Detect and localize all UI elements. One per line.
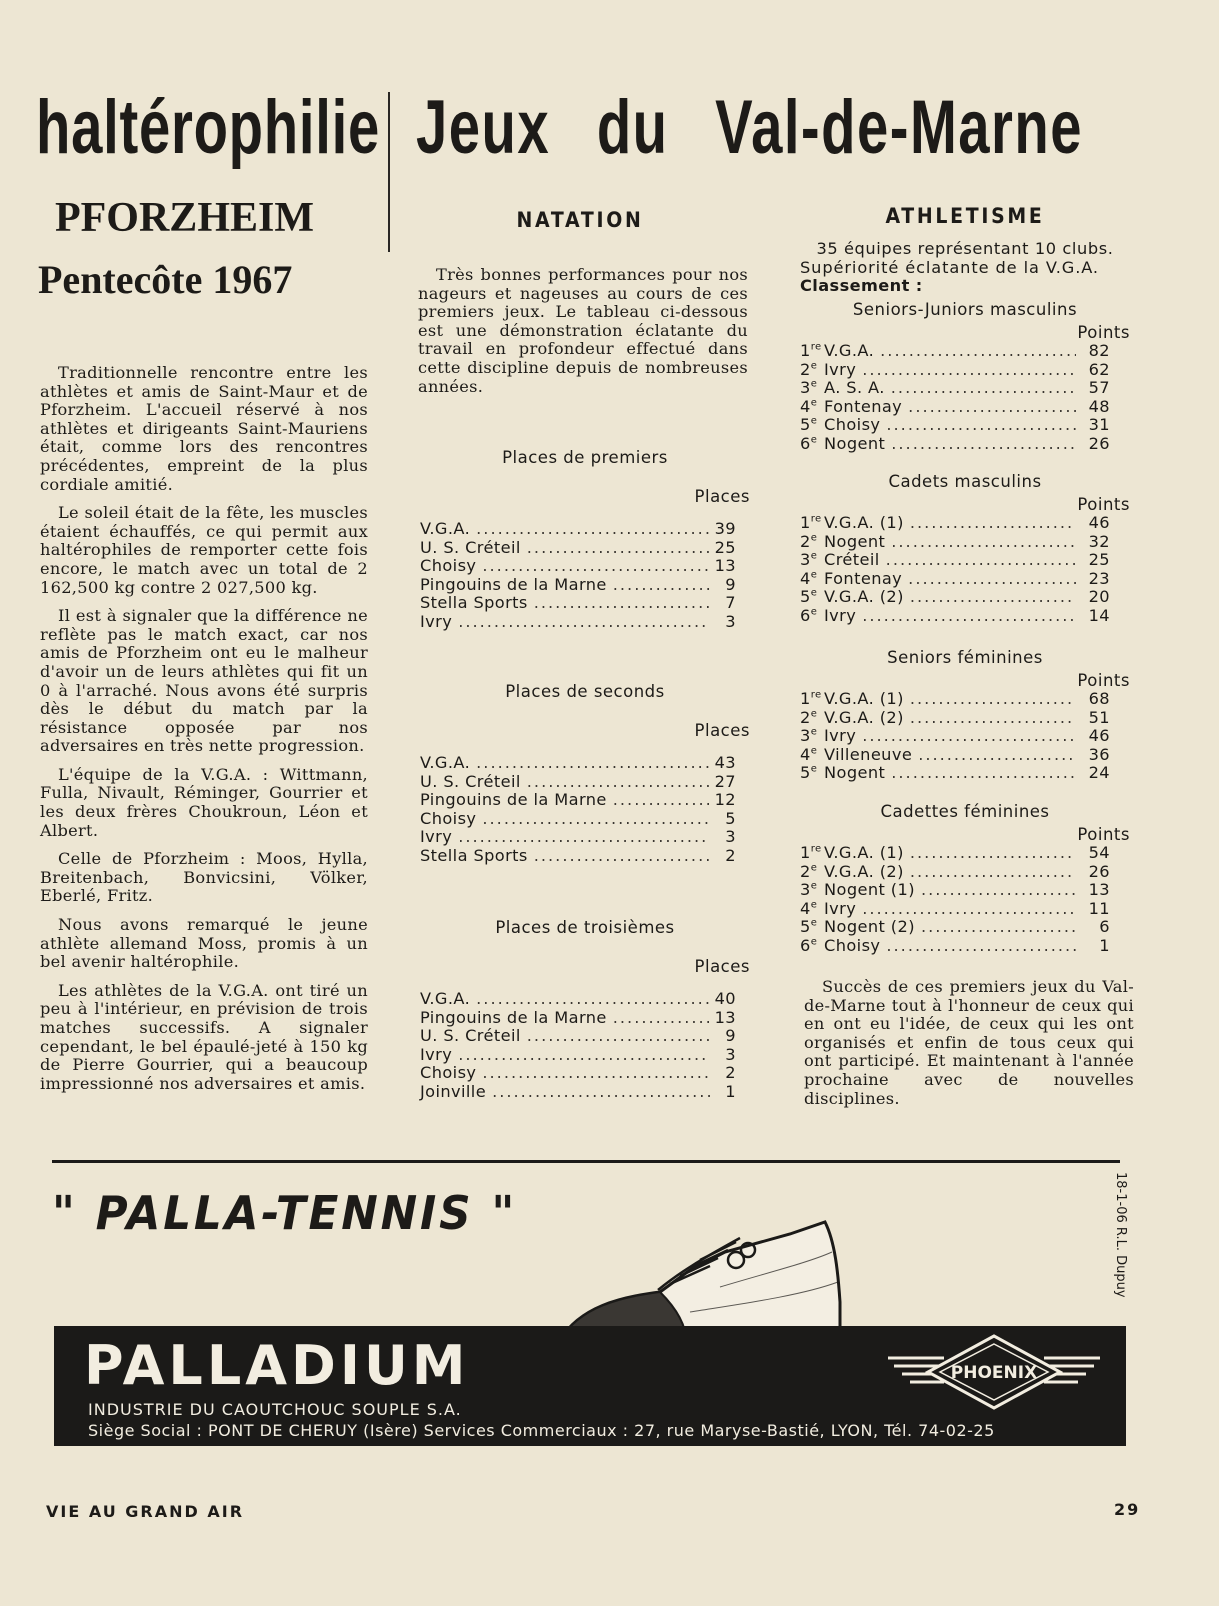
- row-rank-number: 2: [800, 707, 811, 727]
- row-team: Ivry: [824, 359, 857, 379]
- natation-table-column-header: Places: [694, 721, 750, 740]
- leader-dots: [910, 588, 1076, 607]
- table-row: [800, 690, 1130, 709]
- row-value: 46: [1088, 513, 1110, 532]
- row-team: Nogent (2): [824, 917, 915, 937]
- leader-dots: [910, 690, 1076, 709]
- ad-company-line: INDUSTRIE DU CAOUTCHOUC SOUPLE S.A.: [88, 1400, 462, 1419]
- row-rank: [800, 937, 824, 956]
- row-value: 13: [714, 556, 736, 576]
- leader-dots: [534, 847, 710, 866]
- row-value: 24: [1088, 763, 1110, 783]
- row-rank-suffix: e: [810, 917, 818, 929]
- row-team: Choisy: [420, 1063, 477, 1083]
- leader-dots: [918, 746, 1076, 765]
- row-team: Choisy: [420, 556, 477, 576]
- row-team: Nogent: [824, 531, 886, 551]
- row-rank-suffix: e: [810, 415, 818, 427]
- row-value: 26: [1088, 433, 1110, 453]
- row-team: U. S. Créteil: [420, 537, 521, 557]
- row-rank: [800, 533, 824, 552]
- ad-credit: 18-1-06 R.L. Dupuy: [1113, 1172, 1128, 1298]
- row-value: 36: [1088, 744, 1110, 764]
- leader-dots: [908, 398, 1076, 417]
- table-row: [420, 1009, 750, 1028]
- row-value: 3: [725, 827, 736, 847]
- row-team: Pingouins de la Marne: [420, 1007, 607, 1027]
- row-rank-number: 1: [800, 843, 811, 862]
- leader-dots: [921, 918, 1076, 937]
- table-row: [420, 754, 750, 773]
- row-value: 2: [725, 845, 736, 865]
- row-team: Créteil: [824, 550, 880, 570]
- row-team: Ivry: [420, 827, 453, 847]
- palladium-brand: PALLADIUM: [84, 1334, 470, 1397]
- leader-dots: [891, 435, 1076, 454]
- athletisme-table-title: Cadettes féminines: [880, 802, 1050, 821]
- row-value: 82: [1088, 341, 1110, 360]
- row-value: 13: [714, 1007, 736, 1027]
- natation-table: [420, 448, 750, 632]
- row-rank: [800, 342, 824, 361]
- row-rank-number: 1: [800, 689, 811, 708]
- row-value: 3: [725, 611, 736, 631]
- leader-dots: [880, 342, 1076, 361]
- row-team: Ivry: [420, 611, 453, 631]
- row-rank-suffix: re: [810, 843, 822, 855]
- row-rank: [800, 900, 824, 919]
- table-row: [800, 937, 1130, 956]
- article-paragraph: Nous avons remarqué le jeune athlète allemand Moss, promis à un bel avenir haltérophile.: [40, 915, 368, 972]
- row-team: Nogent: [824, 433, 886, 453]
- palladium-banner: [54, 1326, 1126, 1446]
- row-team: Choisy: [824, 935, 881, 955]
- row-value: 1: [1099, 935, 1110, 955]
- row-team: Stella Sports: [420, 845, 528, 865]
- row-rank-number: 2: [800, 861, 811, 881]
- row-rank-suffix: e: [810, 708, 818, 720]
- ad-top-rule: [52, 1160, 1120, 1163]
- natation-intro-text: Très bonnes performances pour nos nageurs et nageuses au cours de ces premiers jeux. Le tableau ci-dessous est une démonstration éclatante du travail en profondeur effectué dans cette discipline depuis de nombreuses années.: [418, 265, 748, 396]
- table-row: [800, 727, 1130, 746]
- row-rank-suffix: e: [810, 726, 818, 738]
- table-row: [800, 900, 1130, 919]
- row-value: 9: [725, 574, 736, 594]
- row-value: 2: [725, 1063, 736, 1083]
- row-team: A. S. A.: [824, 378, 885, 398]
- leader-dots: [613, 576, 710, 595]
- natation-table-title: Places de troisièmes: [495, 918, 675, 937]
- row-team: Stella Sports: [420, 593, 528, 613]
- leader-dots: [527, 773, 709, 792]
- table-row: [800, 764, 1130, 783]
- row-team: Choisy: [420, 808, 477, 828]
- athletisme-intro: [800, 240, 1130, 296]
- leader-dots: [891, 533, 1076, 552]
- row-rank-suffix: e: [810, 862, 818, 874]
- row-rank-suffix: e: [810, 434, 818, 446]
- row-value: 46: [1088, 726, 1110, 746]
- row-rank-number: 5: [800, 763, 811, 783]
- athletisme-table-column-header: Points: [1077, 825, 1130, 844]
- row-team: U. S. Créteil: [420, 1026, 521, 1046]
- leader-dots: [910, 844, 1076, 863]
- athletisme-table-column-header: Points: [1077, 323, 1130, 342]
- leader-dots: [862, 607, 1076, 626]
- row-rank: [800, 844, 824, 863]
- leader-dots: [908, 570, 1076, 589]
- athletisme-table-column-header: Points: [1077, 495, 1130, 514]
- row-rank-number: 1: [800, 513, 811, 532]
- article-paragraph: Le soleil était de la fête, les muscles étaient échauffés, ce qui permit aux haltérophiles de remporter cette fois encore, le match avec un total de 2 162,500 kg contre 2 027,500 kg.: [40, 503, 368, 597]
- row-rank: [800, 881, 824, 900]
- row-rank-suffix: e: [810, 745, 818, 757]
- table-row: [800, 398, 1130, 417]
- pforzheim-title: PFORZHEIM: [55, 195, 314, 241]
- row-team: V.G.A.: [420, 989, 471, 1008]
- leader-dots: [921, 881, 1076, 900]
- leader-dots: [910, 863, 1076, 882]
- row-value: 23: [1088, 568, 1110, 588]
- row-value: 57: [1088, 378, 1110, 398]
- row-value: 14: [1088, 605, 1110, 625]
- row-value: 40: [714, 989, 736, 1008]
- row-rank: [800, 709, 824, 728]
- row-value: 39: [714, 519, 736, 538]
- row-rank-number: 6: [800, 605, 811, 625]
- natation-table-title: Places de premiers: [502, 448, 668, 467]
- row-value: 43: [714, 753, 736, 772]
- footer-magazine: VIE AU GRAND AIR: [46, 1502, 245, 1521]
- table-row: [800, 514, 1130, 533]
- table-row: [800, 607, 1130, 626]
- row-rank: [800, 746, 824, 765]
- row-team: V.G.A.: [420, 753, 471, 772]
- leader-dots: [492, 1083, 710, 1102]
- row-rank-suffix: e: [810, 587, 818, 599]
- phoenix-logo-icon: [884, 1332, 1104, 1412]
- row-rank-number: 5: [800, 415, 811, 435]
- athletisme-table-title: Seniors-Juniors masculins: [852, 300, 1078, 319]
- section-title-halterophilie: haltérophilie: [36, 85, 380, 170]
- table-row: [800, 746, 1130, 765]
- natation-table-title: Places de seconds: [505, 682, 665, 701]
- row-value: 3: [725, 1044, 736, 1064]
- row-team: V.G.A. (1): [824, 513, 904, 532]
- table-row: [800, 416, 1130, 435]
- table-row: [420, 810, 750, 829]
- leader-dots: [476, 754, 708, 773]
- row-team: Pingouins de la Marne: [420, 790, 607, 810]
- leader-dots: [476, 520, 708, 539]
- table-row: [420, 791, 750, 810]
- article-paragraph: Celle de Pforzheim : Moos, Hylla, Breitenbach, Bonvicsini, Völker, Eberlé, Fritz.: [40, 849, 368, 906]
- row-value: 48: [1088, 396, 1110, 416]
- row-rank-number: 4: [800, 568, 811, 588]
- row-rank: [800, 361, 824, 380]
- row-rank-suffix: e: [810, 936, 818, 948]
- row-rank-suffix: e: [810, 880, 818, 892]
- row-rank-number: 4: [800, 898, 811, 918]
- table-row: [420, 1027, 750, 1046]
- row-rank-number: 6: [800, 935, 811, 955]
- row-team: V.G.A. (2): [824, 587, 904, 607]
- row-value: 31: [1088, 415, 1110, 435]
- table-row: [800, 863, 1130, 882]
- leader-dots: [886, 551, 1076, 570]
- natation-table: [420, 918, 750, 1102]
- row-team: Fontenay: [824, 396, 903, 416]
- leader-dots: [527, 1027, 710, 1046]
- row-rank: [800, 588, 824, 607]
- column-divider: [388, 92, 390, 252]
- row-value: 13: [1088, 880, 1110, 900]
- row-rank: [800, 379, 824, 398]
- natation-table-column-header: Places: [694, 957, 750, 976]
- table-row: [800, 588, 1130, 607]
- row-team: Choisy: [824, 415, 881, 435]
- table-row: [800, 709, 1130, 728]
- row-rank-suffix: re: [810, 341, 822, 353]
- row-team: U. S. Créteil: [420, 771, 521, 791]
- row-value: 20: [1088, 587, 1110, 607]
- row-team: V.G.A.: [824, 341, 875, 360]
- row-rank-suffix: re: [810, 689, 822, 701]
- row-team: Ivry: [824, 726, 857, 746]
- table-row: [420, 594, 750, 613]
- row-team: Nogent: [824, 763, 886, 783]
- table-row: [800, 551, 1130, 570]
- row-rank-suffix: e: [810, 360, 818, 372]
- row-rank-suffix: e: [810, 378, 818, 390]
- ad-slogan: " PALLA-TENNIS ": [52, 1186, 518, 1240]
- article-paragraph: L'équipe de la V.G.A. : Wittmann, Fulla, Nivault, Réminger, Gourrier et les deux frères Choukroun, Léon et Albert.: [40, 764, 368, 840]
- row-value: 25: [1088, 550, 1110, 570]
- leader-dots: [534, 594, 710, 613]
- row-rank-suffix: e: [810, 899, 818, 911]
- pforzheim-subtitle: Pentecôte 1967: [38, 257, 293, 302]
- leader-dots: [613, 1009, 709, 1028]
- row-team: Pingouins de la Marne: [420, 574, 607, 594]
- row-value: 9: [725, 1026, 736, 1046]
- row-value: 25: [714, 537, 736, 557]
- article-paragraph: Il est à signaler que la différence ne reflète pas le match exact, car nos amis de Pforzheim ont eu le malheur d'avoir un de leurs athlètes qui fit un 0 à l'arraché. Nous avons été surpris dès le début du match par la résistance opposée par nos adversaires en très nette progression.: [40, 606, 368, 756]
- athletisme-table: [800, 648, 1130, 783]
- athletisme-table: [800, 472, 1130, 626]
- leader-dots: [862, 727, 1076, 746]
- leader-dots: [891, 764, 1076, 783]
- table-row: [420, 1046, 750, 1065]
- row-value: 51: [1088, 707, 1110, 727]
- row-rank: [800, 764, 824, 783]
- table-row: [800, 379, 1130, 398]
- leader-dots: [482, 810, 710, 829]
- halterophilie-article: [40, 364, 368, 1103]
- table-row: [800, 918, 1130, 937]
- article-paragraph: Traditionnelle rencontre entre les athlètes et amis de Saint-Maur et de Pforzheim. L'accueil réservé à nos athlètes et dirigeants Saint-Mauriens était, comme lors des rencontres précédentes, empreint de la plus cordiale amitié.: [40, 363, 368, 494]
- row-value: 54: [1088, 843, 1110, 862]
- row-rank-suffix: e: [810, 606, 818, 618]
- row-team: Nogent (1): [824, 880, 915, 900]
- table-row: [420, 557, 750, 576]
- athletisme-table-column-header: Points: [1077, 671, 1130, 690]
- table-row: [420, 520, 750, 539]
- leader-dots: [910, 709, 1076, 728]
- athletisme-table: [800, 802, 1130, 956]
- row-team: Fontenay: [824, 568, 903, 588]
- leader-dots: [527, 539, 709, 558]
- row-value: 26: [1088, 861, 1110, 881]
- row-team: V.G.A.: [420, 519, 471, 538]
- row-rank-number: 3: [800, 726, 811, 746]
- leader-dots: [458, 828, 710, 847]
- row-rank-suffix: e: [810, 550, 818, 562]
- table-row: [800, 570, 1130, 589]
- row-value: 11: [1088, 898, 1110, 918]
- row-rank-number: 5: [800, 587, 811, 607]
- leader-dots: [886, 937, 1076, 956]
- table-row: [420, 1083, 750, 1102]
- row-rank-suffix: e: [810, 397, 818, 409]
- phoenix-label: PHOENIX: [950, 1363, 1038, 1383]
- row-value: 32: [1088, 531, 1110, 551]
- row-value: 5: [725, 808, 736, 828]
- leader-dots: [482, 1064, 710, 1083]
- row-rank-number: 5: [800, 917, 811, 937]
- row-rank: [800, 514, 824, 533]
- natation-heading: NATATION: [516, 208, 644, 232]
- row-team: V.G.A. (2): [824, 861, 904, 881]
- article-paragraph: Les athlètes de la V.G.A. ont tiré un peu à l'intérieur, en prévision de trois matches successifs. A signaler cependant, le bel épaulé-jeté à 150 kg de Pierre Gourrier, qui a beaucoup impressionné nos adversaires et amis.: [40, 980, 368, 1093]
- table-row: [420, 847, 750, 866]
- row-rank-number: 1: [800, 341, 811, 360]
- row-team: Villeneuve: [824, 744, 913, 764]
- row-value: 68: [1088, 689, 1110, 708]
- athletisme-table-title: Seniors féminines: [887, 648, 1043, 667]
- classement-label: Classement :: [800, 276, 923, 296]
- row-rank-suffix: e: [810, 532, 818, 544]
- table-row: [420, 613, 750, 632]
- footer-page-number: 29: [1114, 1500, 1141, 1519]
- table-row: [420, 773, 750, 792]
- row-rank-suffix: re: [810, 513, 822, 525]
- row-rank-suffix: e: [810, 763, 818, 775]
- athletisme-intro-line1: 35 équipes représentant 10 clubs.: [816, 239, 1114, 258]
- natation-intro: [418, 266, 748, 406]
- leader-dots: [862, 900, 1076, 919]
- row-rank: [800, 690, 824, 709]
- row-value: 7: [725, 593, 736, 613]
- athletisme-conclusion: [804, 978, 1134, 1118]
- row-rank: [800, 607, 824, 626]
- row-rank: [800, 570, 824, 589]
- main-title: Jeux du Val-de-Marne: [416, 85, 1083, 170]
- row-rank-number: 4: [800, 396, 811, 416]
- row-rank-suffix: e: [810, 569, 818, 581]
- row-team: V.G.A. (2): [824, 707, 904, 727]
- row-value: 62: [1088, 359, 1110, 379]
- row-value: 6: [1099, 917, 1110, 937]
- athletisme-table: [800, 300, 1130, 454]
- leader-dots: [458, 613, 710, 632]
- row-value: 1: [725, 1081, 736, 1101]
- row-rank-number: 2: [800, 359, 811, 379]
- leader-dots: [886, 416, 1076, 435]
- table-row: [420, 539, 750, 558]
- leader-dots: [476, 990, 708, 1009]
- leader-dots: [862, 361, 1076, 380]
- row-rank: [800, 435, 824, 454]
- leader-dots: [613, 791, 709, 810]
- row-rank: [800, 551, 824, 570]
- natation-table: [420, 682, 750, 866]
- row-rank-number: 3: [800, 550, 811, 570]
- natation-table-column-header: Places: [694, 487, 750, 506]
- table-row: [800, 361, 1130, 380]
- athletisme-heading: ATHLETISME: [885, 204, 1045, 228]
- table-row: [800, 881, 1130, 900]
- row-team: Ivry: [420, 1044, 453, 1064]
- row-rank-number: 3: [800, 880, 811, 900]
- row-rank-number: 4: [800, 744, 811, 764]
- row-value: 12: [714, 790, 736, 810]
- table-row: [800, 533, 1130, 552]
- row-rank: [800, 398, 824, 417]
- table-row: [800, 342, 1130, 361]
- table-row: [420, 990, 750, 1009]
- row-team: Ivry: [824, 898, 857, 918]
- leader-dots: [910, 514, 1076, 533]
- table-row: [420, 828, 750, 847]
- table-row: [420, 1064, 750, 1083]
- athletisme-conclusion-text: Succès de ces premiers jeux du Val-de-Marne tout à l'honneur de ceux qui en ont eu l'idée, de ceux qui les ont organisés et enfin de tous ceux qui ont participé. Et maintenant à l'année prochaine avec de nouvelles disciplines.: [804, 977, 1134, 1108]
- ad-address-line: Siège Social : PONT DE CHERUY (Isère) Services Commerciaux : 27, rue Maryse-Bastié, LYON, Tél. 74-02-25: [88, 1421, 995, 1440]
- row-rank: [800, 918, 824, 937]
- row-rank: [800, 863, 824, 882]
- row-team: Ivry: [824, 605, 857, 625]
- athletisme-intro-line2: Supériorité éclatante de la V.G.A.: [800, 257, 1099, 277]
- row-value: 27: [714, 771, 736, 791]
- leader-dots: [458, 1046, 710, 1065]
- row-team: V.G.A. (1): [824, 843, 904, 862]
- row-rank: [800, 416, 824, 435]
- table-row: [800, 844, 1130, 863]
- row-team: V.G.A. (1): [824, 689, 904, 708]
- row-team: Joinville: [420, 1081, 487, 1101]
- leader-dots: [891, 379, 1076, 398]
- table-row: [800, 435, 1130, 454]
- row-rank: [800, 727, 824, 746]
- row-rank-number: 2: [800, 531, 811, 551]
- athletisme-table-title: Cadets masculins: [888, 472, 1042, 491]
- leader-dots: [482, 557, 708, 576]
- row-rank-number: 3: [800, 378, 811, 398]
- table-row: [420, 576, 750, 595]
- row-rank-number: 6: [800, 433, 811, 453]
